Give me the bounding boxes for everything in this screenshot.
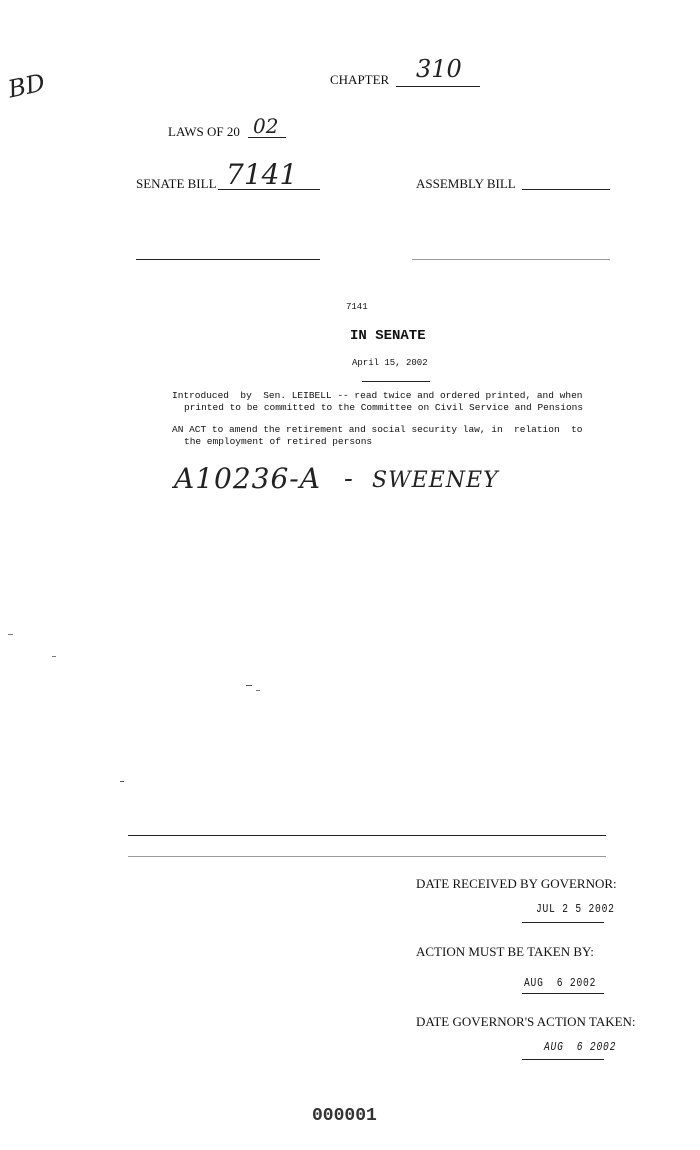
date-rule bbox=[362, 381, 430, 382]
page-number: 000001 bbox=[312, 1106, 377, 1126]
action-taken-date-stamp: AUG 6 2002 bbox=[544, 1040, 617, 1054]
laws-of-label: LAWS OF 20 bbox=[168, 124, 240, 139]
senate-bill-label: SENATE BILL bbox=[136, 176, 217, 191]
action-by-date-stamp: AUG 6 2002 bbox=[524, 976, 597, 990]
scan-mark bbox=[52, 656, 56, 657]
received-underline bbox=[522, 922, 604, 923]
handwritten-sponsor: SWEENEY bbox=[372, 468, 499, 493]
action-taken-label: DATE GOVERNOR'S ACTION TAKEN: bbox=[416, 1014, 636, 1029]
blank-line-left bbox=[136, 259, 320, 260]
action-taken-underline bbox=[522, 1059, 604, 1060]
section-rule-top bbox=[128, 835, 606, 836]
section-rule-bottom bbox=[128, 856, 606, 857]
bill-number: 7141 bbox=[346, 302, 368, 312]
laws-of-year: 02 bbox=[253, 114, 279, 138]
senate-bill-underline bbox=[218, 189, 320, 190]
laws-of-underline bbox=[248, 137, 286, 138]
house-title: IN SENATE bbox=[350, 328, 426, 344]
received-label: DATE RECEIVED BY GOVERNOR: bbox=[416, 876, 617, 891]
act-line-1: AN ACT to amend the retirement and social security law, in relation to bbox=[172, 424, 583, 435]
handwritten-assembly-number: A10236-A bbox=[174, 462, 321, 495]
introduced-line-1: Introduced by Sen. LEIBELL -- read twice and ordered printed, and when bbox=[172, 390, 583, 401]
assembly-bill-label: ASSEMBLY BILL bbox=[416, 176, 516, 191]
blank-line-right bbox=[412, 259, 610, 260]
chapter-number: 310 bbox=[416, 55, 462, 83]
margin-initials: BD bbox=[5, 68, 48, 104]
chapter-label: CHAPTER bbox=[330, 72, 390, 87]
chapter-underline bbox=[396, 86, 480, 87]
received-date-stamp: JUL 2 5 2002 bbox=[536, 902, 615, 916]
scan-mark bbox=[120, 781, 124, 782]
action-by-underline bbox=[522, 993, 604, 994]
senate-bill-number: 7141 bbox=[226, 158, 298, 191]
scan-mark bbox=[246, 685, 252, 686]
handwritten-dash: - bbox=[344, 464, 353, 494]
scan-mark bbox=[8, 634, 13, 635]
act-line-2: the employment of retired persons bbox=[184, 436, 373, 447]
introduced-line-2: printed to be committed to the Committee on Civil Service and Pensions bbox=[184, 402, 584, 413]
introduced-date: April 15, 2002 bbox=[352, 358, 428, 368]
action-by-label: ACTION MUST BE TAKEN BY: bbox=[416, 944, 594, 959]
assembly-bill-underline bbox=[522, 189, 610, 190]
scan-mark bbox=[256, 690, 260, 691]
